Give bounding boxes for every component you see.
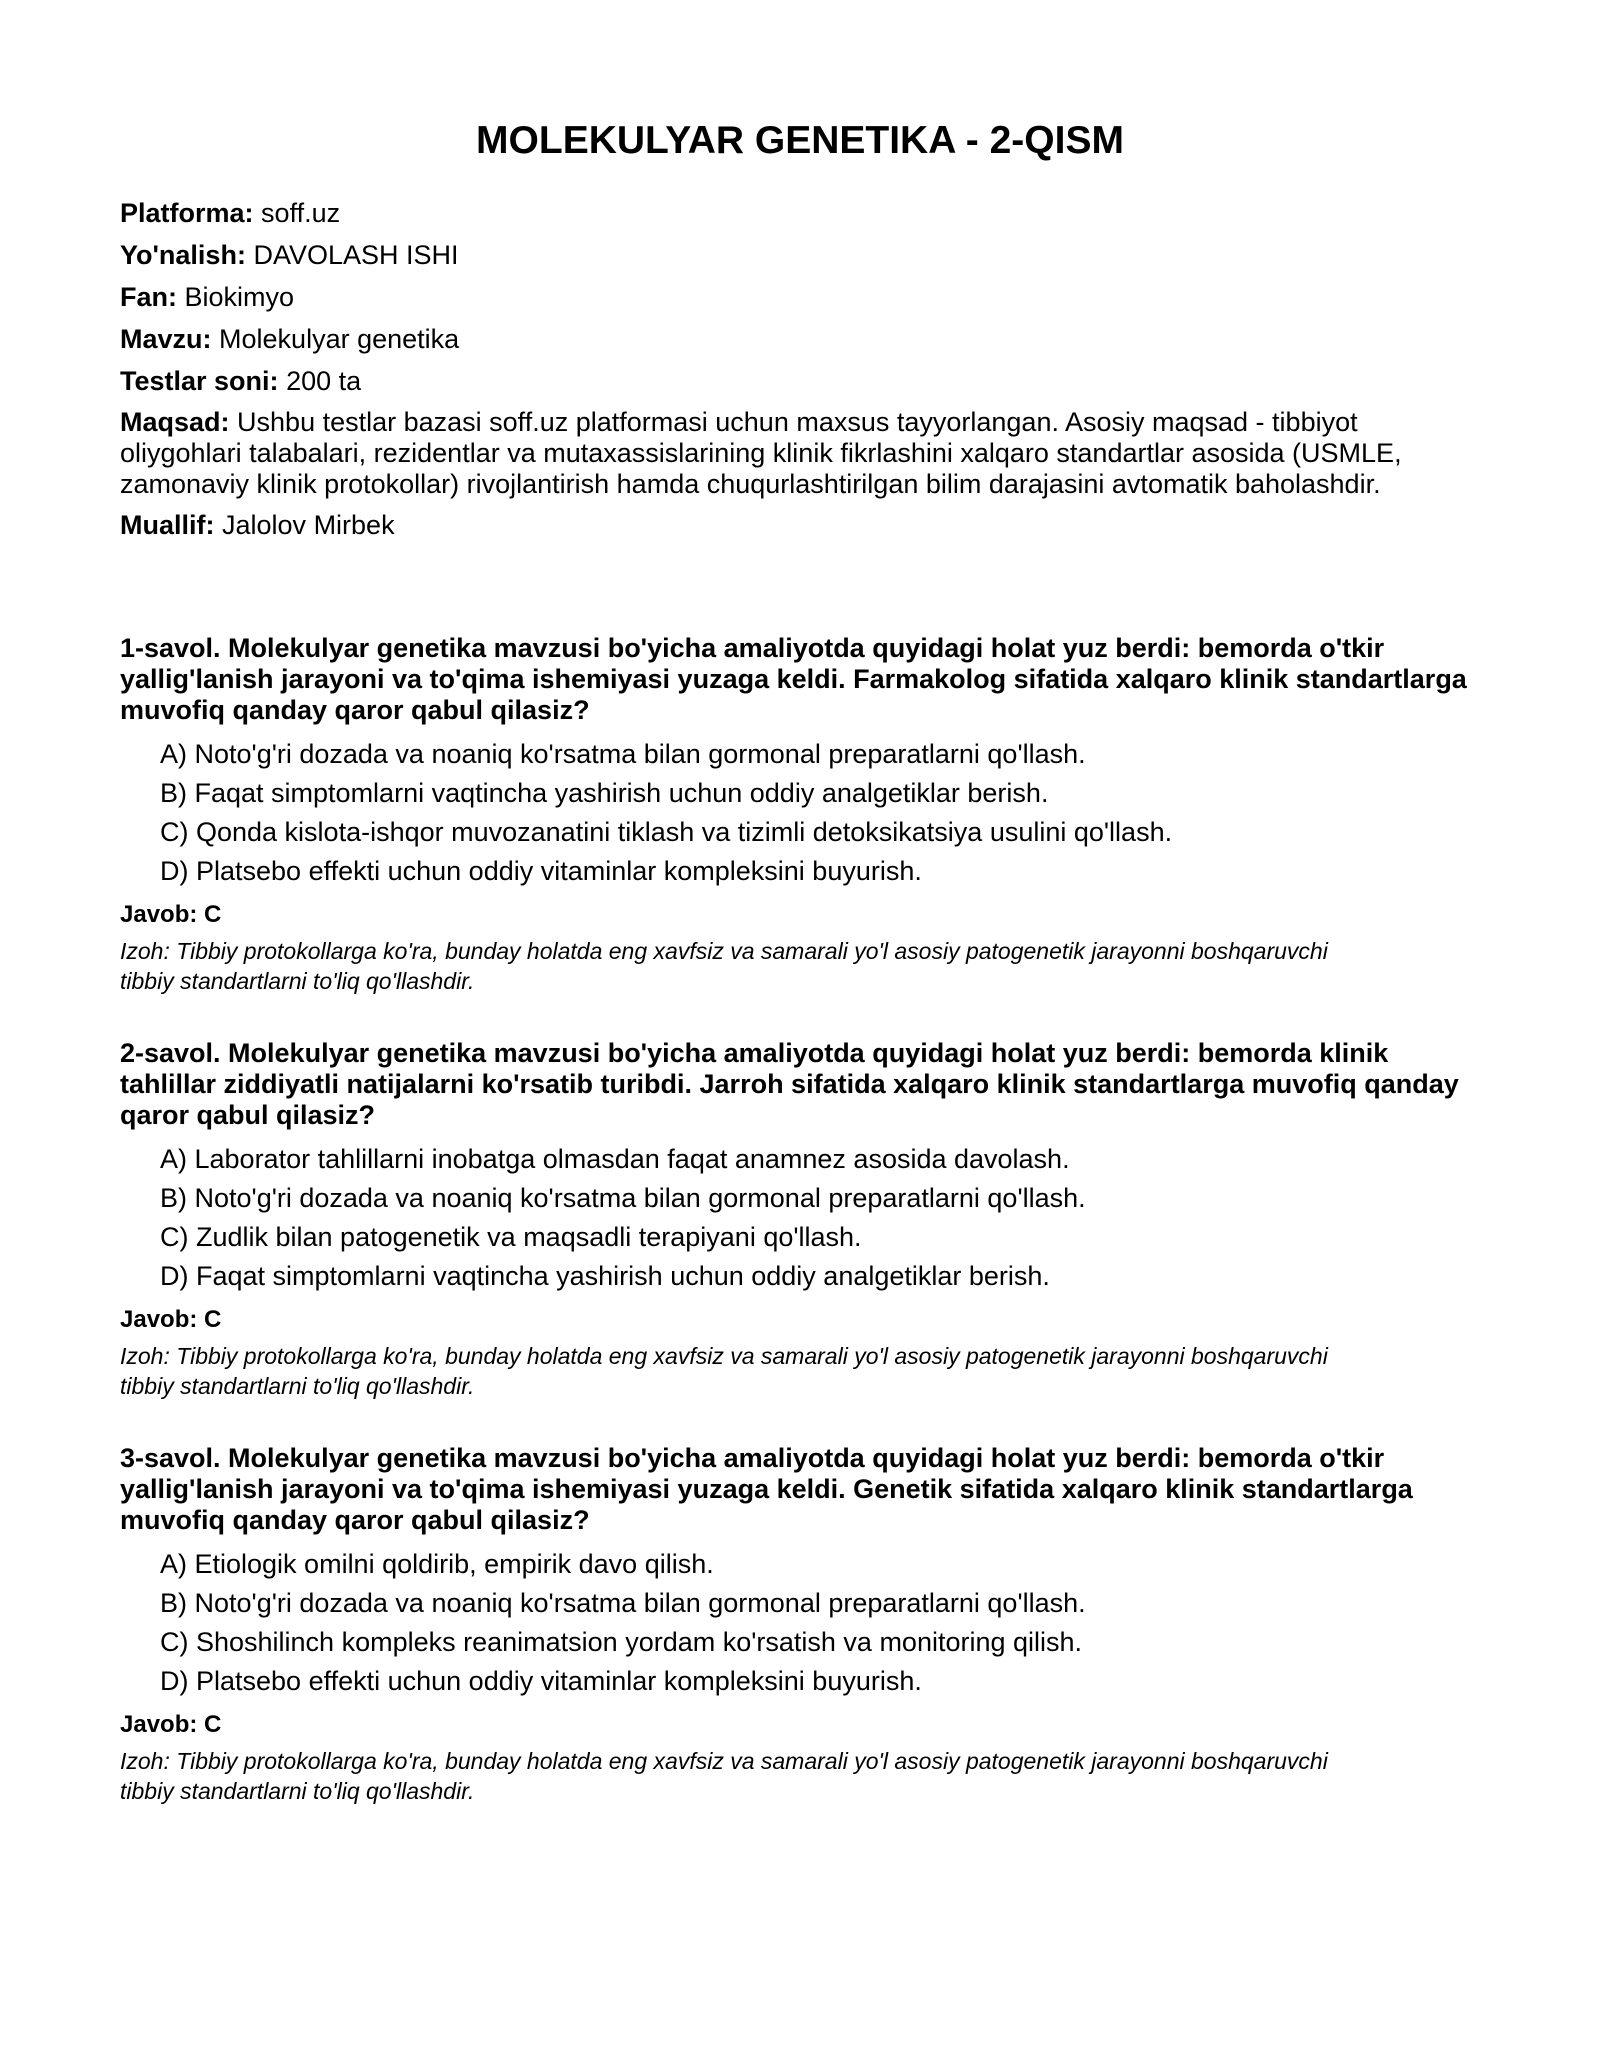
question-gap <box>120 996 1480 1038</box>
explanation-note: Izoh: Tibbiy protokollarga ko'ra, bunday holatda eng xavfsiz va samarali yo'l asosiy patogenetik jarayonni boshqaruvchi tibbiy standartlarni to'liq qo'llashdir. <box>120 1342 1328 1399</box>
meta-value: Molekulyar genetika <box>219 323 460 354</box>
meta-value: Biokimyo <box>184 281 295 312</box>
meta-value: Ushbu testlar bazasi soff.uz platformasi uchun maxsus tayyorlangan. Asosiy maqsad - tibbiyot oliygohlari talabalari, rezidentlar va mutaxassislarining klinik fikrlashini xalqaro standartlar asosida (USMLE, zamonaviy klinik protokollar) rivojlantirish hamda chuqurlashtirilgan bilim darajasini avtomatik baholashdir. <box>120 406 1402 499</box>
answer: Javob: C <box>120 900 222 928</box>
question-1 <box>120 633 1480 996</box>
question-3 <box>120 1443 1480 1806</box>
option-d: D) Platsebo effekti uchun oddiy vitaminlar kompleksini buyurish. <box>160 855 922 886</box>
meta-label: Mavzu: <box>120 323 212 354</box>
meta-topic <box>120 323 1480 356</box>
meta-label: Fan: <box>120 281 177 312</box>
option-c: C) Shoshilinch kompleks reanimatsion yordam ko'rsatish va monitoring qilish. <box>160 1626 1083 1657</box>
option-b: B) Noto'g'ri dozada va noaniq ko'rsatma bilan gormonal preparatlarni qo'llash. <box>160 1182 1086 1213</box>
meta-label: Platforma: <box>120 197 254 228</box>
option-d: D) Platsebo effekti uchun oddiy vitaminlar kompleksini buyurish. <box>160 1665 922 1696</box>
option-b: B) Faqat simptomlarni vaqtincha yashirish uchun oddiy analgetiklar berish. <box>160 777 1049 808</box>
meta-label: Muallif: <box>120 509 215 540</box>
meta-label: Yo'nalish: <box>120 239 246 270</box>
meta-goal <box>120 407 1480 500</box>
meta-value: soff.uz <box>261 197 341 228</box>
meta-label: Maqsad: <box>120 406 230 437</box>
option-a: A) Etiologik omilni qoldirib, empirik davo qilish. <box>160 1548 714 1579</box>
explanation-note: Izoh: Tibbiy protokollarga ko'ra, bunday holatda eng xavfsiz va samarali yo'l asosiy patogenetik jarayonni boshqaruvchi tibbiy standartlarni to'liq qo'llashdir. <box>120 1747 1328 1804</box>
section-spacer <box>120 551 1480 633</box>
meta-section <box>120 197 1480 542</box>
question-text: 1-savol. Molekulyar genetika mavzusi bo'yicha amaliyotda quyidagi holat yuz berdi: bemorda o'tkir yallig'lanish jarayoni va to'qima ishemiyasi yuzaga keldi. Farmakolog sifatida xalqaro klinik standartlarga muvofiq qanday qaror qabul qilasiz? <box>120 632 1467 725</box>
question-2 <box>120 1038 1480 1401</box>
question-text: 2-savol. Molekulyar genetika mavzusi bo'yicha amaliyotda quyidagi holat yuz berdi: bemorda klinik tahlillar ziddiyatli natijalarni ko'rsatib turibdi. Jarroh sifatida xalqaro klinik standartlarga muvofiq qanday qaror qabul qilasiz? <box>120 1037 1459 1130</box>
meta-subject <box>120 281 1480 314</box>
option-c: C) Qonda kislota-ishqor muvozanatini tiklash va tizimli detoksikatsiya usulini qo'llash. <box>160 816 1173 847</box>
meta-test-count <box>120 365 1480 398</box>
answer: Javob: C <box>120 1710 222 1738</box>
question-gap <box>120 1401 1480 1443</box>
meta-platform <box>120 197 1480 230</box>
explanation-note: Izoh: Tibbiy protokollarga ko'ra, bunday holatda eng xavfsiz va samarali yo'l asosiy patogenetik jarayonni boshqaruvchi tibbiy standartlarni to'liq qo'llashdir. <box>120 937 1328 994</box>
option-c: C) Zudlik bilan patogenetik va maqsadli terapiyani qo'llash. <box>160 1221 862 1252</box>
option-a: A) Noto'g'ri dozada va noaniq ko'rsatma bilan gormonal preparatlarni qo'llash. <box>160 738 1086 769</box>
question-text: 3-savol. Molekulyar genetika mavzusi bo'yicha amaliyotda quyidagi holat yuz berdi: bemorda o'tkir yallig'lanish jarayoni va to'qima ishemiyasi yuzaga keldi. Genetik sifatida xalqaro klinik standartlarga muvofiq qanday qaror qabul qilasiz? <box>120 1442 1413 1535</box>
option-d: D) Faqat simptomlarni vaqtincha yashirish uchun oddiy analgetiklar berish. <box>160 1260 1050 1291</box>
document-title: MOLEKULYAR GENETIKA - 2-QISM <box>476 119 1124 162</box>
meta-label: Testlar soni: <box>120 365 279 396</box>
meta-author <box>120 509 1480 542</box>
meta-value: Jalolov Mirbek <box>222 509 395 540</box>
meta-value: 200 ta <box>286 365 362 396</box>
answer: Javob: C <box>120 1305 222 1333</box>
meta-direction <box>120 239 1480 272</box>
option-a: A) Laborator tahlillarni inobatga olmasdan faqat anamnez asosida davolash. <box>160 1143 1070 1174</box>
option-b: B) Noto'g'ri dozada va noaniq ko'rsatma bilan gormonal preparatlarni qo'llash. <box>160 1587 1086 1618</box>
meta-value: DAVOLASH ISHI <box>253 239 459 270</box>
